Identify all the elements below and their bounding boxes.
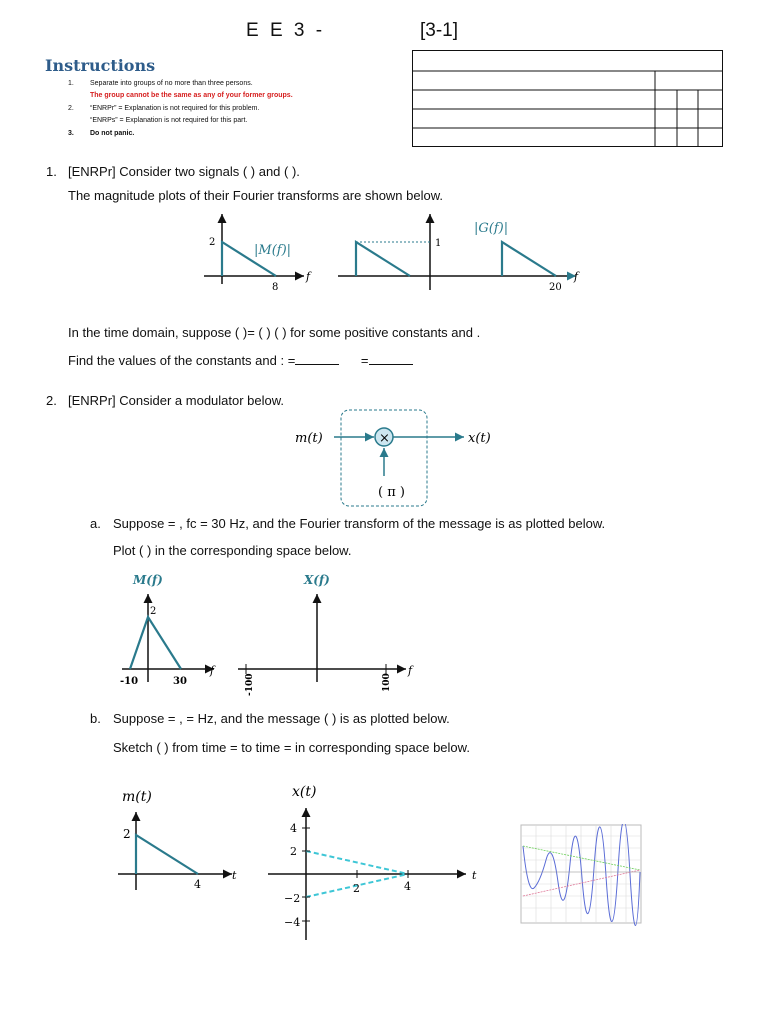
q2b-mt-axis: t bbox=[232, 869, 237, 882]
q2a-xf-xpos: 100 bbox=[382, 673, 392, 692]
q2-number: 2. bbox=[46, 393, 57, 408]
gf-xtick: 20 bbox=[549, 282, 562, 293]
q1-line3: In the time domain, suppose ( )= ( ) ( ) for some positive constants and . bbox=[68, 325, 481, 340]
gf-axis-label: f bbox=[574, 270, 579, 283]
course-title: E E 3 - bbox=[246, 20, 326, 41]
instruction-item: “ENRPs” = Explanation is not required for this part. bbox=[90, 117, 248, 124]
multiplier-symbol: × bbox=[379, 431, 390, 446]
answer-blank-2[interactable] bbox=[369, 352, 413, 365]
q2b-xt-xlabel-2: 2 bbox=[353, 882, 360, 895]
q2b-mt-xtick: 4 bbox=[194, 878, 201, 891]
mf-ytick: 2 bbox=[209, 237, 216, 248]
mf-label: |M(f)| bbox=[254, 243, 292, 258]
instruction-item: 1. Separate into groups of no more than three persons. bbox=[68, 80, 253, 87]
instruction-item: 3. Do not panic. bbox=[68, 130, 135, 137]
output-label: x(t) bbox=[468, 431, 491, 446]
q2b-line1: Suppose = , = Hz, and the message ( ) is as plotted below. bbox=[113, 711, 450, 726]
gf-ytick: 1 bbox=[435, 238, 442, 249]
q2b-xt-ylabel-n4: −4 bbox=[284, 916, 301, 929]
q2b-xt-ylabel-2: 2 bbox=[290, 845, 297, 858]
q1-number: 1. bbox=[46, 164, 57, 179]
q2a-line1: Suppose = , fᴄ = 30 Hz, and the Fourier transform of the message is as plotted below. bbox=[113, 516, 606, 531]
q2a-plots bbox=[110, 568, 430, 698]
q2b-mt-ytick: 2 bbox=[123, 827, 131, 841]
assignment-code: [3-1] bbox=[420, 20, 459, 41]
damped-oscillation-thumbnail bbox=[520, 824, 642, 928]
group-members-table bbox=[412, 50, 724, 148]
q2b-xt-ylabel-n2: −2 bbox=[284, 892, 301, 905]
q2a-mf-axis: f bbox=[210, 664, 215, 677]
q2a-xf-axis: f bbox=[408, 664, 413, 677]
q2b-xt-xlabel-4: 4 bbox=[404, 880, 411, 893]
q2b-xt-title: x(t) bbox=[292, 784, 317, 800]
q2a-mf-xneg: -10 bbox=[120, 676, 139, 687]
instruction-item: The group cannot be the same as any of your former groups. bbox=[90, 92, 293, 99]
q1-line2: The magnitude plots of their Fourier transforms are shown below. bbox=[68, 188, 444, 203]
q2b-mt-title: m(t) bbox=[122, 789, 152, 805]
instructions-heading: Instructions bbox=[45, 56, 156, 75]
q2b-xt-axis: t bbox=[472, 869, 477, 882]
q2a-mf-triangle bbox=[130, 617, 181, 669]
gf-left-triangle bbox=[356, 242, 410, 276]
instructions-list bbox=[68, 80, 398, 142]
q2a-mf-title: M(f) bbox=[133, 573, 163, 587]
mf-axis-label: f bbox=[306, 270, 311, 283]
q2-line1: [ENRPr] Consider a modulator below. bbox=[68, 393, 285, 408]
q2b-plots bbox=[110, 780, 500, 950]
modulator-diagram bbox=[290, 406, 510, 510]
instruction-item: 2. “ENRPr” = Explanation is not required for this problem. bbox=[68, 105, 260, 112]
q1-line1: [ENRPr] Consider two signals ( ) and ( ). bbox=[68, 164, 300, 179]
q2a-xf-xneg: -100 bbox=[245, 673, 255, 696]
input-label: m(t) bbox=[295, 431, 323, 446]
q2b-xt-ylabel-4: 4 bbox=[290, 822, 297, 835]
q2a-label: a. bbox=[90, 516, 101, 531]
mf-xtick: 8 bbox=[272, 282, 279, 293]
q1-line4: Find the values of the constants and : = = bbox=[68, 352, 413, 368]
answer-blank-1[interactable] bbox=[295, 352, 339, 365]
gf-right-triangle bbox=[502, 242, 556, 276]
carrier-label: ( π ) bbox=[378, 485, 405, 500]
q2b-mt-signal bbox=[136, 835, 198, 874]
q2a-xf-title: X(f) bbox=[304, 573, 330, 587]
q2b-label: b. bbox=[90, 711, 101, 726]
q2a-mf-xpos: 30 bbox=[173, 676, 187, 687]
q2a-mf-peak: 2 bbox=[150, 606, 157, 617]
q2b-line2: Sketch ( ) from time = to time = in corresponding space below. bbox=[113, 740, 470, 755]
q2a-line2: Plot ( ) in the corresponding space below. bbox=[113, 543, 352, 558]
q1-spectrum-plots bbox=[196, 208, 596, 294]
gf-label: |G(f)| bbox=[474, 221, 509, 236]
